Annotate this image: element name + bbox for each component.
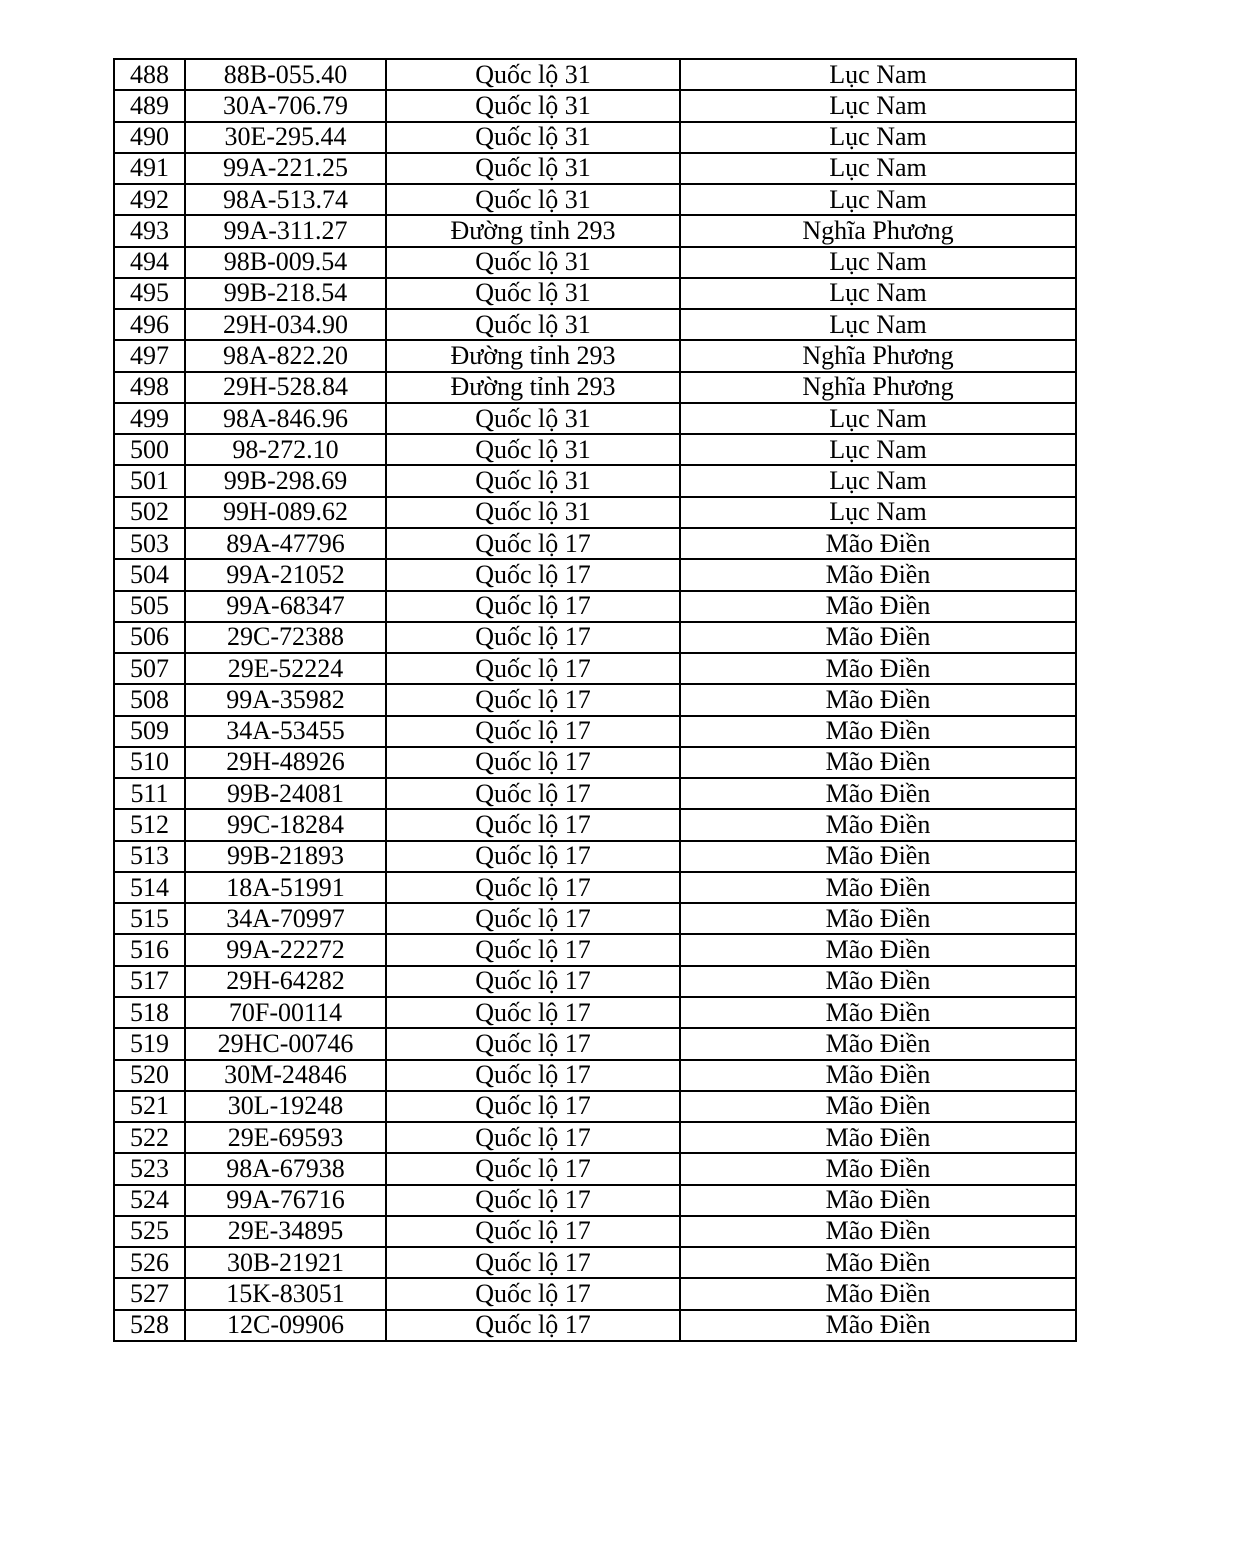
area-cell: Lục Nam <box>680 465 1076 496</box>
license-plate-cell: 99A-21052 <box>185 559 386 590</box>
license-plate-cell: 29E-69593 <box>185 1122 386 1153</box>
area-cell: Mão Điền <box>680 934 1076 965</box>
road-cell: Quốc lộ 31 <box>386 59 680 90</box>
road-cell: Đường tỉnh 293 <box>386 372 680 403</box>
road-cell: Quốc lộ 31 <box>386 247 680 278</box>
license-plate-cell: 30E-295.44 <box>185 122 386 153</box>
area-cell: Mão Điền <box>680 591 1076 622</box>
row-number-cell: 498 <box>114 372 185 403</box>
license-plate-cell: 29E-52224 <box>185 653 386 684</box>
license-plate-cell: 34A-70997 <box>185 903 386 934</box>
row-number-cell: 492 <box>114 184 185 215</box>
license-plate-cell: 29C-72388 <box>185 622 386 653</box>
table-row <box>114 903 1076 934</box>
table-row <box>114 1153 1076 1184</box>
row-number-cell: 502 <box>114 497 185 528</box>
license-plate-cell: 30B-21921 <box>185 1247 386 1278</box>
area-cell: Mão Điền <box>680 1153 1076 1184</box>
table-row <box>114 528 1076 559</box>
table-row <box>114 497 1076 528</box>
area-cell: Mão Điền <box>680 1028 1076 1059</box>
road-cell: Quốc lộ 31 <box>386 465 680 496</box>
area-cell: Mão Điền <box>680 997 1076 1028</box>
license-plate-cell: 99C-18284 <box>185 809 386 840</box>
area-cell: Lục Nam <box>680 90 1076 121</box>
road-cell: Quốc lộ 17 <box>386 966 680 997</box>
license-plate-cell: 29H-034.90 <box>185 309 386 340</box>
license-plate-cell: 98A-513.74 <box>185 184 386 215</box>
road-cell: Quốc lộ 17 <box>386 559 680 590</box>
license-plate-cell: 99B-298.69 <box>185 465 386 496</box>
area-cell: Mão Điền <box>680 1185 1076 1216</box>
row-number-cell: 509 <box>114 716 185 747</box>
license-plate-cell: 29E-34895 <box>185 1216 386 1247</box>
row-number-cell: 524 <box>114 1185 185 1216</box>
license-plate-cell: 29HC-00746 <box>185 1028 386 1059</box>
license-plate-cell: 99B-24081 <box>185 778 386 809</box>
license-plate-cell: 99A-22272 <box>185 934 386 965</box>
table-row <box>114 340 1076 371</box>
road-cell: Quốc lộ 31 <box>386 309 680 340</box>
area-cell: Mão Điền <box>680 903 1076 934</box>
table-row <box>114 247 1076 278</box>
table-row <box>114 1028 1076 1059</box>
license-plate-cell: 99A-311.27 <box>185 215 386 246</box>
road-cell: Quốc lộ 31 <box>386 278 680 309</box>
table-row <box>114 184 1076 215</box>
row-number-cell: 493 <box>114 215 185 246</box>
table-row <box>114 622 1076 653</box>
license-plate-cell: 30L-19248 <box>185 1091 386 1122</box>
license-plate-cell: 29H-64282 <box>185 966 386 997</box>
table-row <box>114 1278 1076 1309</box>
table-row <box>114 153 1076 184</box>
area-cell: Nghĩa Phương <box>680 215 1076 246</box>
license-plate-cell: 99B-21893 <box>185 841 386 872</box>
license-plate-cell: 18A-51991 <box>185 872 386 903</box>
area-cell: Mão Điền <box>680 528 1076 559</box>
table-row <box>114 1247 1076 1278</box>
row-number-cell: 528 <box>114 1310 185 1341</box>
table-row <box>114 59 1076 90</box>
row-number-cell: 519 <box>114 1028 185 1059</box>
row-number-cell: 516 <box>114 934 185 965</box>
table-row <box>114 747 1076 778</box>
row-number-cell: 510 <box>114 747 185 778</box>
row-number-cell: 490 <box>114 122 185 153</box>
license-plate-cell: 99A-35982 <box>185 684 386 715</box>
table-row <box>114 591 1076 622</box>
table-row <box>114 122 1076 153</box>
row-number-cell: 489 <box>114 90 185 121</box>
row-number-cell: 494 <box>114 247 185 278</box>
license-plate-cell: 30A-706.79 <box>185 90 386 121</box>
area-cell: Mão Điền <box>680 841 1076 872</box>
table-row <box>114 278 1076 309</box>
row-number-cell: 507 <box>114 653 185 684</box>
road-cell: Quốc lộ 17 <box>386 778 680 809</box>
area-cell: Lục Nam <box>680 434 1076 465</box>
table-row <box>114 215 1076 246</box>
license-plate-cell: 30M-24846 <box>185 1060 386 1091</box>
area-cell: Mão Điền <box>680 1310 1076 1341</box>
area-cell: Lục Nam <box>680 309 1076 340</box>
row-number-cell: 518 <box>114 997 185 1028</box>
table-row <box>114 1122 1076 1153</box>
road-cell: Quốc lộ 17 <box>386 747 680 778</box>
row-number-cell: 495 <box>114 278 185 309</box>
area-cell: Mão Điền <box>680 1216 1076 1247</box>
road-cell: Quốc lộ 17 <box>386 653 680 684</box>
road-cell: Quốc lộ 31 <box>386 497 680 528</box>
table-row <box>114 90 1076 121</box>
license-plate-cell: 89A-47796 <box>185 528 386 559</box>
row-number-cell: 504 <box>114 559 185 590</box>
road-cell: Quốc lộ 17 <box>386 1028 680 1059</box>
license-plate-cell: 99B-218.54 <box>185 278 386 309</box>
license-plate-cell: 99A-221.25 <box>185 153 386 184</box>
row-number-cell: 511 <box>114 778 185 809</box>
road-cell: Quốc lộ 17 <box>386 872 680 903</box>
road-cell: Quốc lộ 31 <box>386 434 680 465</box>
area-cell: Lục Nam <box>680 403 1076 434</box>
table-row <box>114 309 1076 340</box>
license-plate-cell: 70F-00114 <box>185 997 386 1028</box>
area-cell: Mão Điền <box>680 1091 1076 1122</box>
road-cell: Quốc lộ 17 <box>386 1153 680 1184</box>
area-cell: Lục Nam <box>680 278 1076 309</box>
row-number-cell: 508 <box>114 684 185 715</box>
table-row <box>114 684 1076 715</box>
area-cell: Mão Điền <box>680 1060 1076 1091</box>
road-cell: Quốc lộ 31 <box>386 153 680 184</box>
license-plate-cell: 29H-48926 <box>185 747 386 778</box>
row-number-cell: 500 <box>114 434 185 465</box>
row-number-cell: 525 <box>114 1216 185 1247</box>
road-cell: Quốc lộ 17 <box>386 1216 680 1247</box>
license-plate-cell: 88B-055.40 <box>185 59 386 90</box>
license-plate-cell: 98A-67938 <box>185 1153 386 1184</box>
area-cell: Lục Nam <box>680 153 1076 184</box>
table-row <box>114 559 1076 590</box>
row-number-cell: 506 <box>114 622 185 653</box>
road-cell: Quốc lộ 17 <box>386 934 680 965</box>
license-plate-cell: 99A-68347 <box>185 591 386 622</box>
area-cell: Nghĩa Phương <box>680 340 1076 371</box>
road-cell: Quốc lộ 17 <box>386 1060 680 1091</box>
row-number-cell: 517 <box>114 966 185 997</box>
table-row <box>114 434 1076 465</box>
road-cell: Quốc lộ 17 <box>386 1310 680 1341</box>
table-row <box>114 465 1076 496</box>
road-cell: Quốc lộ 17 <box>386 1185 680 1216</box>
road-cell: Quốc lộ 17 <box>386 841 680 872</box>
table-row <box>114 778 1076 809</box>
row-number-cell: 503 <box>114 528 185 559</box>
row-number-cell: 501 <box>114 465 185 496</box>
area-cell: Mão Điền <box>680 809 1076 840</box>
table-row <box>114 966 1076 997</box>
row-number-cell: 497 <box>114 340 185 371</box>
table-row <box>114 1310 1076 1341</box>
license-plate-cell: 98A-822.20 <box>185 340 386 371</box>
row-number-cell: 523 <box>114 1153 185 1184</box>
area-cell: Mão Điền <box>680 778 1076 809</box>
road-cell: Quốc lộ 17 <box>386 622 680 653</box>
row-number-cell: 499 <box>114 403 185 434</box>
area-cell: Lục Nam <box>680 184 1076 215</box>
row-number-cell: 496 <box>114 309 185 340</box>
road-cell: Quốc lộ 17 <box>386 528 680 559</box>
road-cell: Quốc lộ 31 <box>386 90 680 121</box>
road-cell: Quốc lộ 17 <box>386 903 680 934</box>
road-cell: Quốc lộ 31 <box>386 403 680 434</box>
table-row <box>114 872 1076 903</box>
license-plate-cell: 98B-009.54 <box>185 247 386 278</box>
license-plate-cell: 12C-09906 <box>185 1310 386 1341</box>
table-body <box>114 59 1076 1341</box>
row-number-cell: 505 <box>114 591 185 622</box>
area-cell: Mão Điền <box>680 559 1076 590</box>
road-cell: Quốc lộ 31 <box>386 184 680 215</box>
area-cell: Lục Nam <box>680 122 1076 153</box>
road-cell: Quốc lộ 17 <box>386 684 680 715</box>
table-row <box>114 809 1076 840</box>
license-plate-cell: 15K-83051 <box>185 1278 386 1309</box>
table-row <box>114 653 1076 684</box>
road-cell: Quốc lộ 17 <box>386 1122 680 1153</box>
row-number-cell: 522 <box>114 1122 185 1153</box>
license-plate-cell: 98-272.10 <box>185 434 386 465</box>
road-cell: Quốc lộ 31 <box>386 122 680 153</box>
area-cell: Lục Nam <box>680 59 1076 90</box>
area-cell: Mão Điền <box>680 966 1076 997</box>
area-cell: Mão Điền <box>680 747 1076 778</box>
table-row <box>114 1185 1076 1216</box>
license-plate-cell: 29H-528.84 <box>185 372 386 403</box>
road-cell: Quốc lộ 17 <box>386 997 680 1028</box>
row-number-cell: 512 <box>114 809 185 840</box>
area-cell: Mão Điền <box>680 622 1076 653</box>
table-row <box>114 1091 1076 1122</box>
road-cell: Đường tỉnh 293 <box>386 340 680 371</box>
table-row <box>114 841 1076 872</box>
road-cell: Quốc lộ 17 <box>386 1091 680 1122</box>
area-cell: Mão Điền <box>680 1247 1076 1278</box>
row-number-cell: 515 <box>114 903 185 934</box>
license-plate-cell: 98A-846.96 <box>185 403 386 434</box>
road-cell: Quốc lộ 17 <box>386 1278 680 1309</box>
area-cell: Mão Điền <box>680 684 1076 715</box>
road-cell: Quốc lộ 17 <box>386 716 680 747</box>
license-plate-cell: 34A-53455 <box>185 716 386 747</box>
area-cell: Nghĩa Phương <box>680 372 1076 403</box>
table-row <box>114 372 1076 403</box>
row-number-cell: 520 <box>114 1060 185 1091</box>
area-cell: Lục Nam <box>680 247 1076 278</box>
row-number-cell: 514 <box>114 872 185 903</box>
road-cell: Đường tỉnh 293 <box>386 215 680 246</box>
violations-table <box>113 58 1077 1342</box>
row-number-cell: 521 <box>114 1091 185 1122</box>
road-cell: Quốc lộ 17 <box>386 1247 680 1278</box>
row-number-cell: 513 <box>114 841 185 872</box>
row-number-cell: 491 <box>114 153 185 184</box>
area-cell: Lục Nam <box>680 497 1076 528</box>
area-cell: Mão Điền <box>680 1122 1076 1153</box>
road-cell: Quốc lộ 17 <box>386 809 680 840</box>
area-cell: Mão Điền <box>680 716 1076 747</box>
area-cell: Mão Điền <box>680 653 1076 684</box>
table-row <box>114 403 1076 434</box>
row-number-cell: 526 <box>114 1247 185 1278</box>
row-number-cell: 488 <box>114 59 185 90</box>
license-plate-cell: 99A-76716 <box>185 1185 386 1216</box>
row-number-cell: 527 <box>114 1278 185 1309</box>
table-row <box>114 934 1076 965</box>
area-cell: Mão Điền <box>680 1278 1076 1309</box>
table-row <box>114 1060 1076 1091</box>
table-row <box>114 997 1076 1028</box>
license-plate-cell: 99H-089.62 <box>185 497 386 528</box>
road-cell: Quốc lộ 17 <box>386 591 680 622</box>
table-row <box>114 716 1076 747</box>
table-row <box>114 1216 1076 1247</box>
area-cell: Mão Điền <box>680 872 1076 903</box>
